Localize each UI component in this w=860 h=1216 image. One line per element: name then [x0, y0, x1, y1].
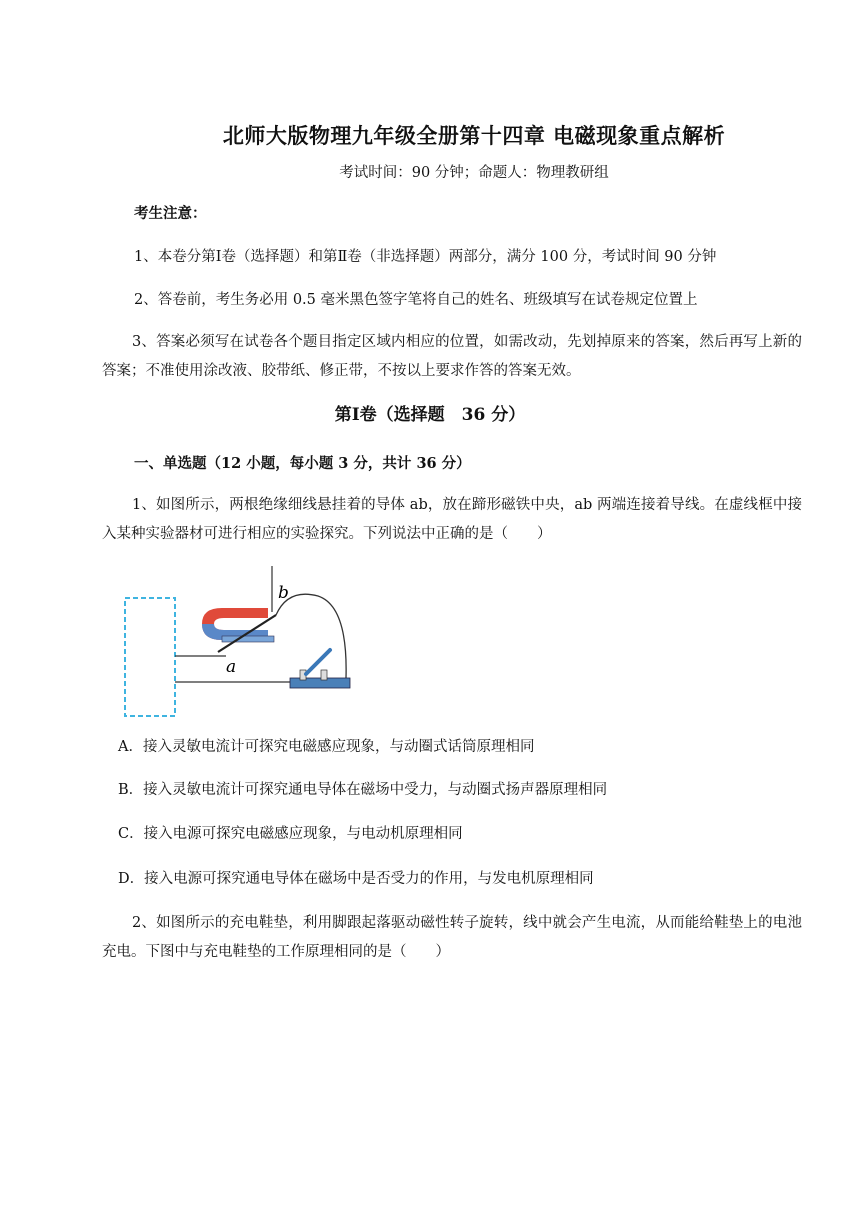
page-title: 北师大版物理九年级全册第十四章 电磁现象重点解析	[222, 123, 726, 148]
label-b: b	[278, 583, 289, 603]
part-heading: 一、单选题（12 小题，每小题 3 分，共计 36 分）	[134, 455, 471, 472]
switch	[290, 678, 350, 688]
magnet-experiment-figure	[118, 560, 368, 725]
option-a: A．接入灵敏电流计可探究电磁感应现象，与动圈式话筒原理相同	[118, 739, 535, 755]
label-a: a	[226, 657, 237, 677]
notice-item-2: 2、答卷前，考生务必用 0.5 毫米黑色签字笔将自己的姓名、班级填写在试卷规定位置上	[134, 292, 698, 308]
notice-heading: 考生注意：	[134, 205, 207, 222]
option-c: C．接入电源可探究电磁感应现象，与电动机原理相同	[118, 826, 463, 842]
notice-item-3: 3、答案必须写在试卷各个题目指定区域内相应的位置，如需改动，先划掉原来的答案，然后再写上新的答案；不准使用涂改液、胶带纸、修正带，不按以上要求作答的答案无效。	[102, 334, 802, 379]
question-2-stem: 2、如图所示的充电鞋垫，利用脚跟起落驱动磁性转子旋转，线中就会产生电流，从而能给鞋垫上的电池充电。下图中与充电鞋垫的工作原理相同的是（ ）	[102, 915, 802, 960]
section-title: 第Ⅰ卷（选择题 36 分）	[334, 405, 526, 425]
option-d: D．接入电源可探究通电导体在磁场中是否受力的作用，与发电机原理相同	[118, 871, 594, 887]
notice-item-1: 1、本卷分第Ⅰ卷（选择题）和第Ⅱ卷（非选择题）两部分，满分 100 分，考试时间 90 分钟	[134, 249, 717, 265]
exam-info: 考试时间：90 分钟；命题人：物理教研组	[339, 165, 609, 181]
dashed-box	[125, 598, 175, 716]
option-b: B．接入灵敏电流计可探究通电导体在磁场中受力，与动圈式扬声器原理相同	[118, 782, 608, 798]
question-1-stem: 1、如图所示，两根绝缘细线悬挂着的导体 ab，放在蹄形磁铁中央，ab 两端连接着导线。在虚线框中接入某种实验器材可进行相应的实验探究。下列说法中正确的是（ ）	[102, 497, 802, 542]
